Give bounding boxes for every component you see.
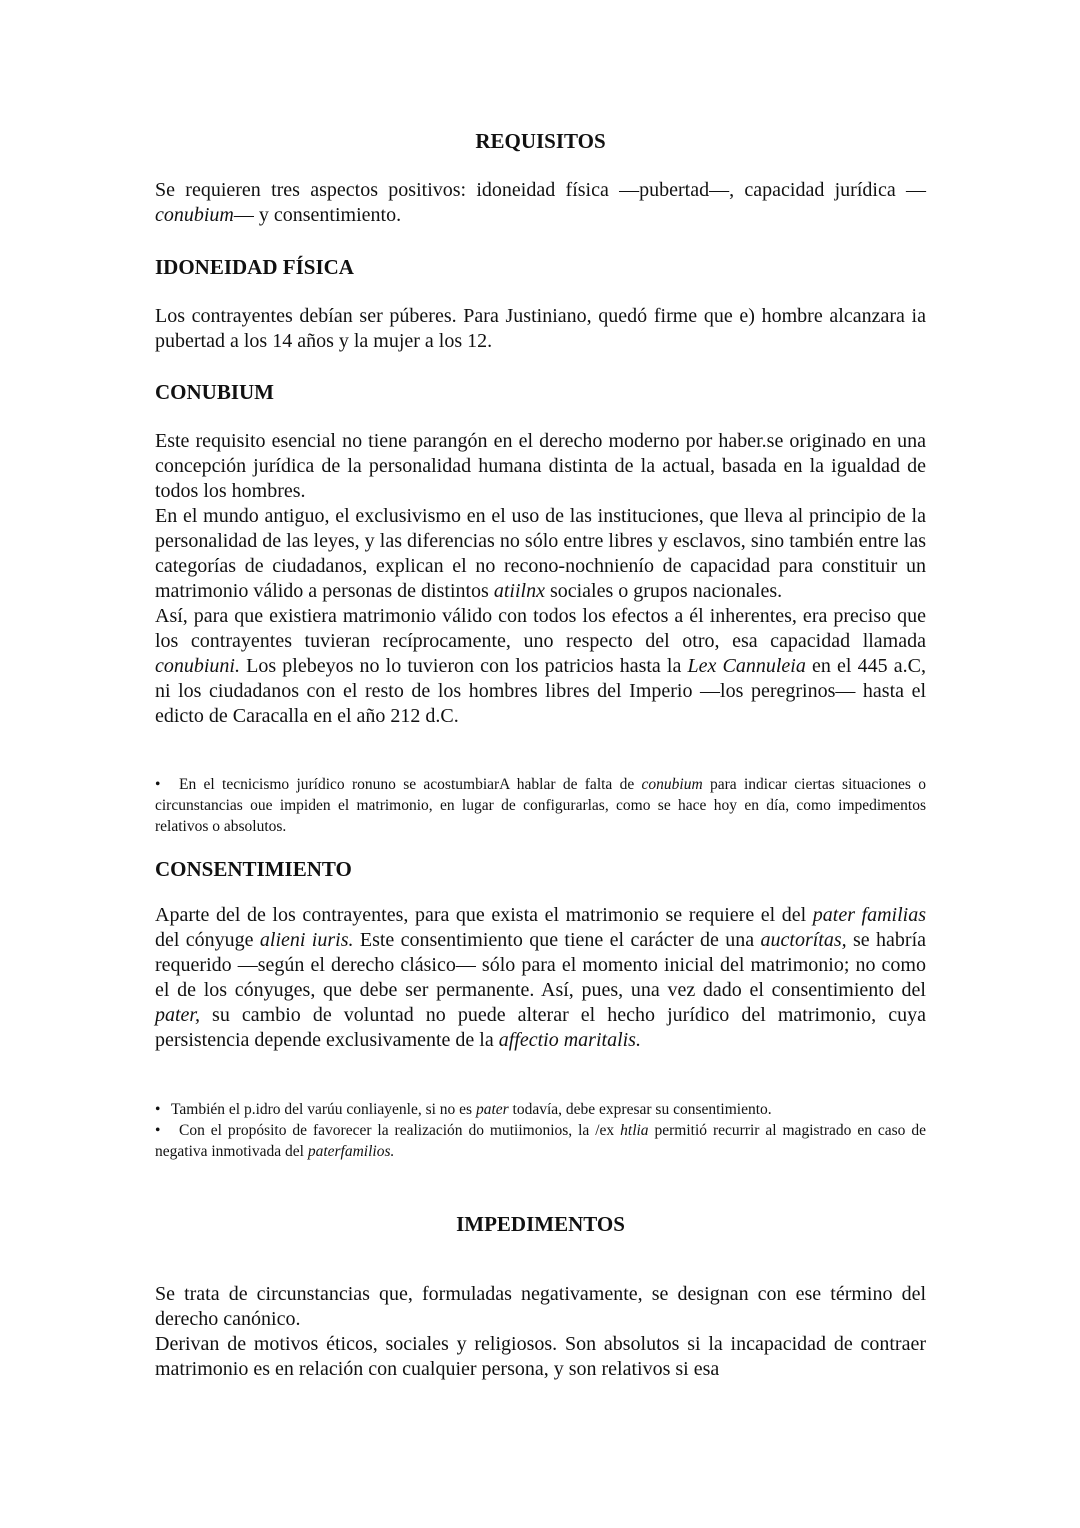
heading-conubium: CONUBIUM [155, 380, 274, 404]
text-run: Se trata de circunstancias que, formuladas negativamente, se designan con ese término del derecho canónico. [155, 1283, 926, 1330]
text-run: Aparte del de los contrayentes, para que exista el matrimonio se requiere el del [155, 904, 813, 926]
text-run: para indicar ciertas situaciones o circunstancias oue impiden el matrimonio, en lugar de configurarlas, como se hace hoy en día, como impedimentos relativos o absolutos. [155, 776, 926, 835]
heading-consentimiento: CONSENTIMIENTO [155, 857, 352, 881]
italic-term: pater familias [812, 904, 927, 926]
bullet-marker: • [155, 1101, 161, 1118]
text-run: se habría requerido —según el derecho clásico— sólo para el momento inicial del matrimonio; no como el de los cónyuges, que debe ser permanente. Así, pues, una vez dado el consentimiento del [155, 929, 926, 1001]
text-run: Los contrayentes debían ser púberes. Para Justiniano, quedó firme que e) hombre alcanzara ia pubertad a los 14 años y la mujer a los 12. [155, 305, 926, 352]
text-run: Este requisito esencial no tiene parangón en el derecho moderno por haber.se originado en una concepción jurídica de la personalidad humana distinta de la actual, basada en la igualdad de todos los hombres. [155, 430, 926, 502]
heading-requisitos: REQUISITOS [475, 129, 606, 153]
italic-term: conubium [641, 776, 703, 793]
text-run: Este consentimiento que tiene el carácter de una [353, 929, 761, 951]
text-run: Derivan de motivos éticos, sociales y religiosos. Son absolutos si la incapacidad de contraer matrimonio es en relación con cualquier persona, y son relativos si esa [155, 1333, 926, 1380]
italic-term: Lex Cannuleia [687, 655, 806, 677]
italic-term: pater [475, 1101, 509, 1118]
heading-impedimentos: IMPEDIMENTOS [456, 1212, 625, 1236]
paragraph-conubium [155, 429, 926, 729]
text-run: En el mundo antiguo, el exclusivismo en el uso de las instituciones, que lleva al principio de la personalidad de las leyes, y las diferencias no sólo entre libres y esclavos, sino también entre las categorías de ciudadanos, explican el no recono-nochnienío de capacidad para constituir un matrimonio válido a personas de distintos [155, 505, 926, 602]
footnote-conubium [155, 774, 926, 837]
text-run: sociales o grupos nacionales. [544, 580, 783, 602]
text-run: todavía, debe expresar su consentimiento. [508, 1101, 772, 1118]
italic-term: htlia [620, 1122, 649, 1139]
italic-term: conubiuni. [155, 655, 240, 677]
footnotes-consentimiento [155, 1099, 926, 1162]
bullet-marker: • [155, 1122, 161, 1139]
bullet-marker: • [155, 776, 161, 793]
paragraph-consentimiento [155, 903, 926, 1053]
text-run: En el tecnicismo jurídico ronuno se acostumbiarA hablar de falta de [179, 776, 642, 793]
italic-term: auctorítas, [760, 929, 847, 951]
paragraph-idoneidad [155, 304, 926, 354]
text-run: También el p.idro del varúu conliayenle, si no es [171, 1101, 476, 1118]
text-run: Se requieren tres aspectos positivos: idoneidad física —pubertad—, capacidad jurídica — [155, 179, 926, 201]
heading-idoneidad-fisica: IDONEIDAD FÍSICA [155, 255, 354, 279]
text-run: en el 445 a.C, ni los ciudadanos con el resto de los hombres libres del Imperio —los peregrinos— hasta el edicto de Caracalla en el año 212 d.C. [155, 655, 926, 727]
italic-term: atiilnx [493, 580, 545, 602]
text-run: Así, para que existiera matrimonio válido con todos los efectos a él inherentes, era preciso que los contrayentes tuvieran recíprocamente, uno respecto del otro, esa capacidad llamada [155, 605, 926, 652]
italic-term: alieni iuris. [259, 929, 354, 951]
text-run: del cónyuge [155, 929, 260, 951]
italic-term: conubium [155, 204, 234, 226]
text-run: Los plebeyos no lo tuvieron con los patricios hasta la [240, 655, 688, 677]
italic-term: paterfamilios. [307, 1143, 395, 1160]
text-run: su cambio de voluntad no puede alterar el hecho jurídico del matrimonio, cuya persistencia depende exclusivamente de la [155, 1004, 926, 1051]
italic-term: pater, [155, 1004, 200, 1026]
paragraph-impedimentos [155, 1282, 926, 1382]
text-run: — y consentimiento. [233, 204, 402, 226]
paragraph-requisitos [155, 178, 926, 228]
text-run: permitió recurrir al magistrado en caso de negativa inmotivada del [155, 1122, 927, 1160]
text-run: Con el propósito de favorecer la realización do mutiimonios, la /ex [179, 1122, 621, 1139]
italic-term: affectio maritalis. [498, 1029, 641, 1051]
